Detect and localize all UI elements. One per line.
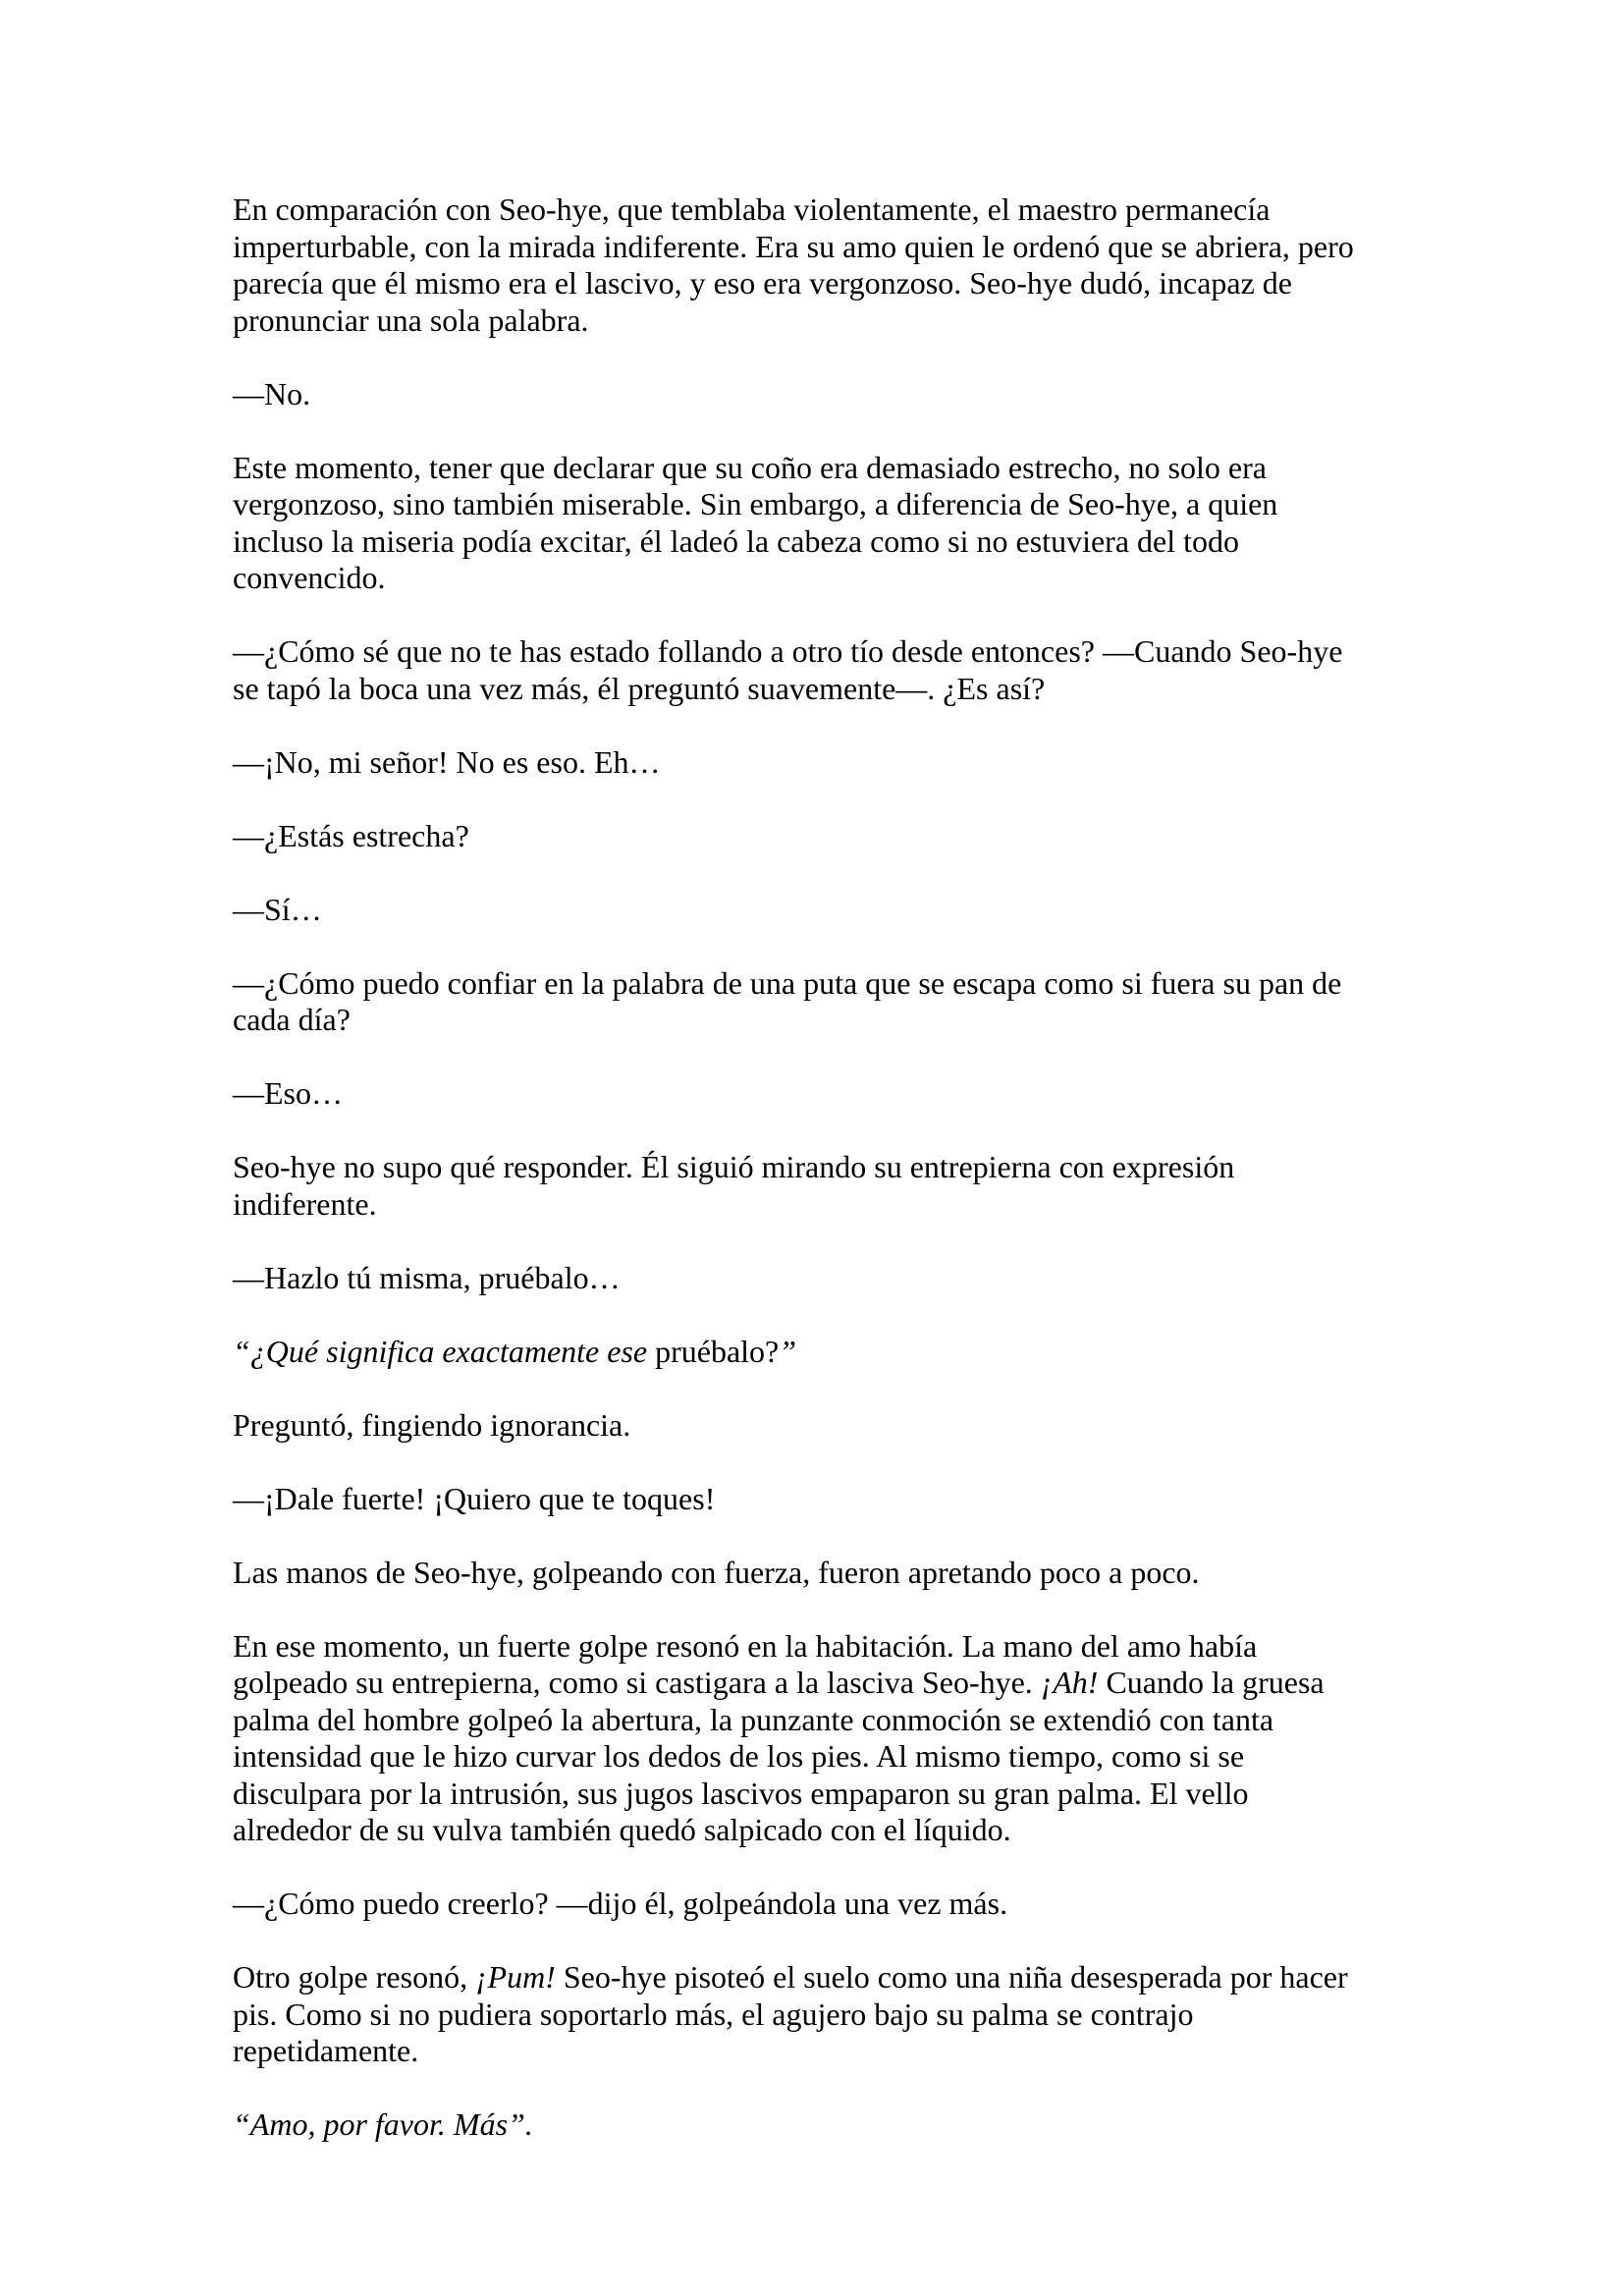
text-run: —¿Cómo puedo confiar en la palabra de una puta que se escapa como si fuera su pan de cada día? xyxy=(233,964,1342,1037)
paragraph xyxy=(233,818,1357,855)
paragraph xyxy=(233,1260,1357,1297)
page-text xyxy=(233,191,1357,2180)
text-run: Este momento, tener que declarar que su coño era demasiado estrecho, no solo era vergonzoso, sino también miserable. Sin embargo, a diferencia de Seo-hye, a quien incluso la miseria podía excitar, él ladeó la cabeza como si no estuviera del todo convencido. xyxy=(233,449,1278,595)
text-run: —Sí… xyxy=(233,891,322,927)
text-run: —¿Estás estrecha? xyxy=(233,817,469,853)
paragraph xyxy=(233,2106,1357,2144)
text-run: Cuando la gruesa palma del hombre golpeó la abertura, la punzante conmoción se extendió con tanta intensidad que le hizo curvar los dedos de los pies. Al mismo tiempo, como si se disculpara por la intrusión, sus jugos lascivos empaparon su gran palma. El vello alrededor de su vulva también quedó salpicado con el líquido. xyxy=(233,1665,1325,1847)
paragraph xyxy=(233,1628,1357,1849)
paragraph xyxy=(233,376,1357,413)
text-run: —¿Cómo sé que no te has estado follando a otro tío desde entonces? —Cuando Seo-hye se tapó la boca una vez más, él preguntó suavemente—. ¿Es así? xyxy=(233,633,1343,706)
italic-text-run: ¡Ah! xyxy=(1040,1665,1099,1700)
paragraph xyxy=(233,1075,1357,1113)
paragraph xyxy=(233,965,1357,1039)
text-run: En ese momento, un fuerte golpe resonó en la habitación. La mano del amo había golpeado su entrepierna, como si castigara a la lasciva Seo-hye. xyxy=(233,1627,1258,1700)
paragraph xyxy=(233,892,1357,929)
paragraph xyxy=(233,1959,1357,2070)
paragraph xyxy=(233,450,1357,597)
text-run: pruébalo? xyxy=(655,1333,780,1369)
italic-text-run: ” xyxy=(779,1333,797,1369)
paragraph xyxy=(233,1407,1357,1445)
text-run: —Eso… xyxy=(233,1075,343,1111)
text-run: —¿Cómo puedo creerlo? —dijo él, golpeándola una vez más. xyxy=(233,1886,1008,1921)
paragraph xyxy=(233,633,1357,707)
text-run: —¡No, mi señor! No es eso. Eh… xyxy=(233,743,661,780)
paragraph xyxy=(233,1555,1357,1592)
text-run: Seo-hye pisoteó el suelo como una niña desesperada por hacer pis. Como si no pudiera soportarlo más, el agujero bajo su palma se contrajo repetidamente. xyxy=(233,1959,1348,2068)
paragraph xyxy=(233,744,1357,782)
text-run: Preguntó, fingiendo ignorancia. xyxy=(233,1406,631,1443)
italic-text-run: ¡Pum! xyxy=(475,1959,556,1995)
paragraph xyxy=(233,1149,1357,1223)
text-run: —¡Dale fuerte! ¡Quiero que te toques! xyxy=(233,1480,716,1516)
text-run: —Hazlo tú misma, pruébalo… xyxy=(233,1259,621,1295)
paragraph xyxy=(233,1481,1357,1518)
paragraph xyxy=(233,1334,1357,1371)
text-run: Seo-hye no supo qué responder. Él siguió mirando su entrepierna con expresión indiferente. xyxy=(233,1149,1235,1222)
paragraph xyxy=(233,1886,1357,1923)
italic-text-run: “Amo, por favor. Más”. xyxy=(233,2106,533,2142)
text-run: Otro golpe resonó, xyxy=(233,1959,476,1995)
text-run: —No. xyxy=(233,375,311,411)
text-run: En comparación con Seo-hye, que temblaba violentamente, el maestro permanecía imperturbable, con la mirada indiferente. Era su amo quien le ordenó que se abriera, pero parecía que él mismo era el lascivo, y eso era vergonzoso. Seo-hye dudó, incapaz de pronunciar una sola palabra. xyxy=(233,191,1354,338)
paragraph xyxy=(233,191,1357,339)
italic-text-run: “¿Qué significa exactamente ese xyxy=(233,1333,656,1369)
text-run: Las manos de Seo-hye, golpeando con fuerza, fueron apretando poco a poco. xyxy=(233,1554,1200,1590)
